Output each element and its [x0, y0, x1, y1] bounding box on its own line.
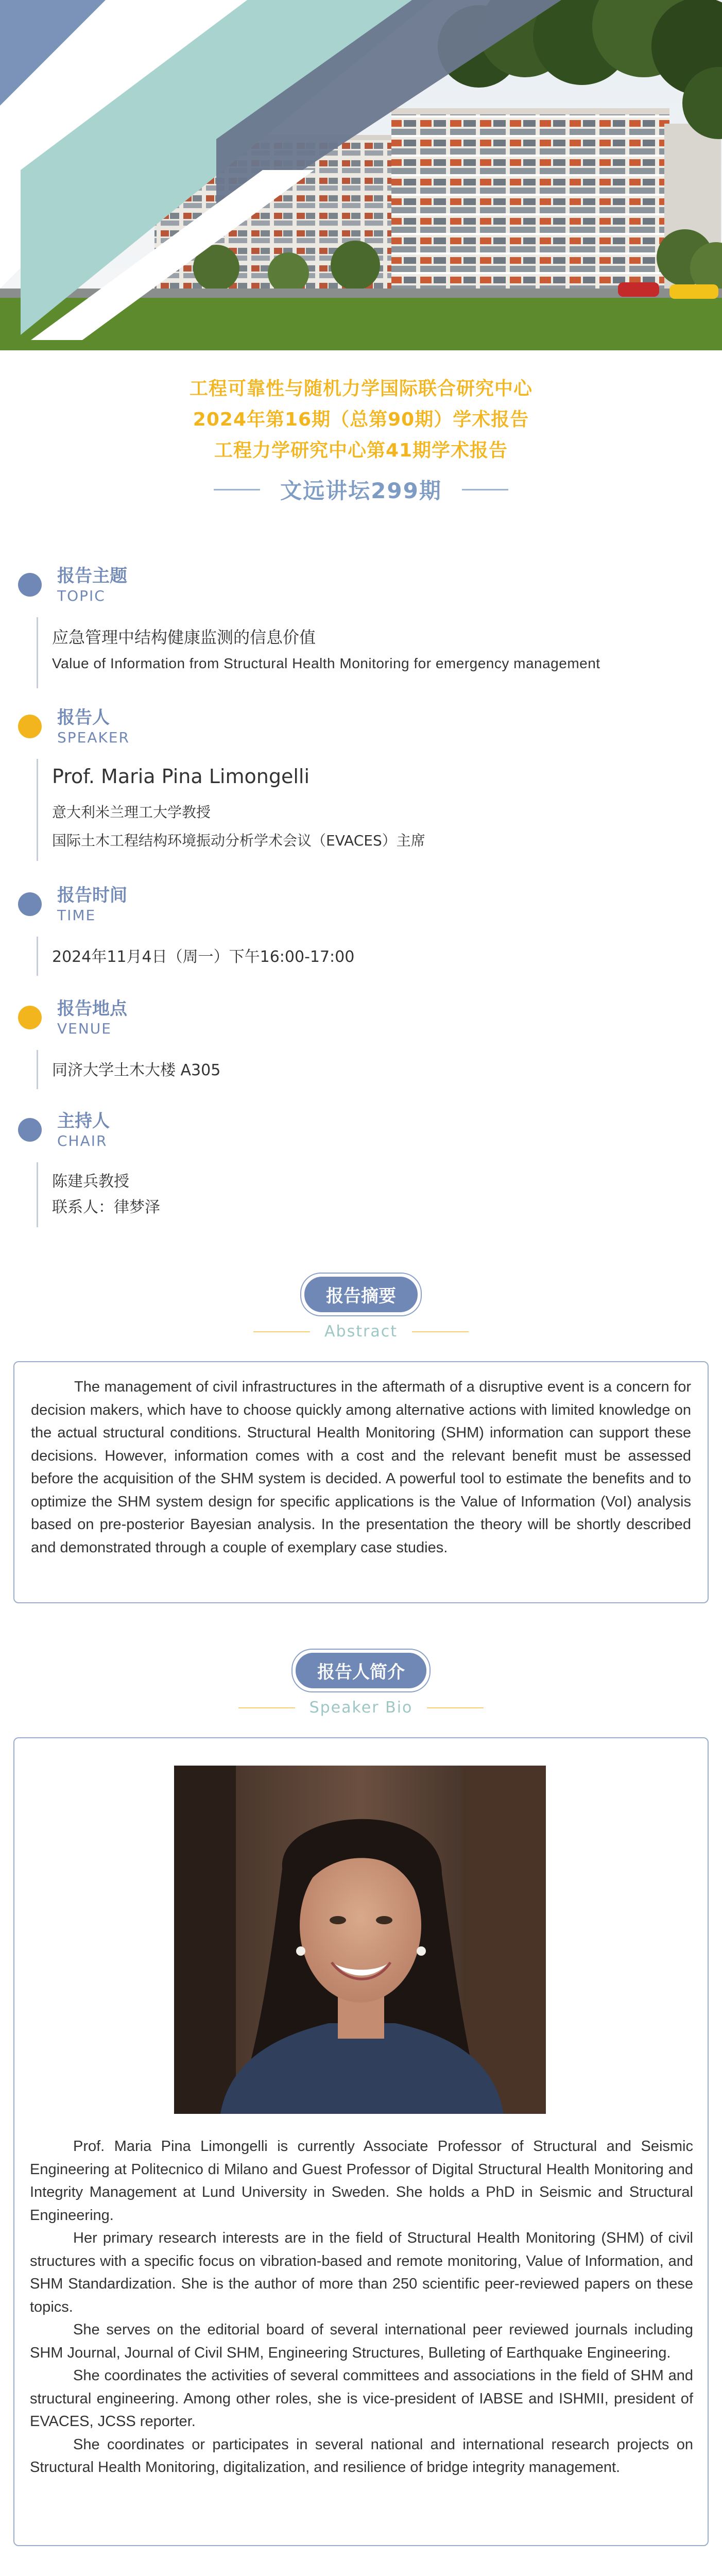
title-line-3: 工程力学研究中心第41期学术报告: [214, 440, 508, 461]
time-heading-en: TIME: [57, 907, 96, 924]
vertical-rule: [37, 1050, 38, 1089]
abstract-box: [13, 1361, 709, 1603]
vertical-rule: [37, 617, 38, 688]
topic-title-zh: 应急管理中结构健康监测的信息价值: [52, 628, 316, 647]
venue-heading-en: VENUE: [57, 1020, 112, 1037]
bio-paragraph: She coordinates or participates in several national and international research projects on Structural Health Monitoring, digitalization, and resilience of bridge integrity management.: [30, 2436, 693, 2476]
speaker-heading-en: SPEAKER: [57, 729, 130, 746]
bullet-dot: [18, 892, 42, 916]
abstract-title: 报告摘要: [304, 1277, 418, 1312]
report-time: 2024年11月4日（周一）下午16:00-17:00: [52, 948, 355, 966]
bio-text: [30, 2135, 693, 2479]
abstract-pill: [300, 1273, 422, 1316]
report-venue: 同济大学土木大楼 A305: [52, 1061, 221, 1079]
bio-paragraph: Prof. Maria Pina Limongelli is currently Associate Professor of Structural and Seismic Engineering at Politecnico di Milano and Guest Professor of Digital Structural Health Monitoring and Integrity Management at Lund University in Sweden. She holds a PhD in Seismic and Structural Engineering.: [30, 2138, 693, 2224]
speaker-role: 国际土木工程结构环境振动分析学术会议（EVACES）主席: [52, 832, 425, 849]
bio-subtitle: Speaker Bio: [309, 1699, 413, 1717]
bio-title: 报告人简介: [296, 1653, 426, 1688]
abstract-text: The management of civil infrastructures in the aftermath of a disruptive event is a concern for decision makers, which have to choose quickly among alternative actions with limited knowledge on the actual structural conditions. Structural Health Monitoring (SHM) information can support these decisions. However, information comes with a cost and the relevant benefit must be assessed before the acquisition of the SHM system is decided. A powerful tool to estimate the benefits and to optimize the SHM system design for specific applications is the Value of Information (VoI) analysis based on pre-posterior Bayesian analysis. In the presentation the theory will be shortly described and demonstrated through a couple of exemplary case studies.: [31, 1379, 691, 1556]
time-heading: 报告时间: [57, 885, 127, 906]
report-titles: [0, 374, 722, 466]
footer-decoration: [0, 2561, 722, 2576]
speaker-heading: 报告人: [57, 707, 110, 728]
speaker-name: Prof. Maria Pina Limongelli: [52, 765, 310, 788]
section-speaker: [18, 703, 708, 868]
topic-heading: 报告主题: [57, 566, 127, 586]
topic-heading-en: TOPIC: [57, 587, 106, 604]
bullet-dot: [18, 573, 42, 597]
bullet-dot: [18, 715, 42, 738]
abstract-subtitle: Abstract: [324, 1323, 398, 1341]
section-time: [18, 881, 708, 984]
topic-title-en: Value of Information from Structural Health Monitoring for emergency management: [52, 655, 600, 671]
contact-person: 联系人：律梦泽: [52, 1198, 160, 1216]
vertical-rule: [37, 759, 38, 861]
speaker-affiliation: 意大利米兰理工大学教授: [52, 804, 211, 821]
footer-shapes: [0, 2561, 722, 2576]
venue-heading: 报告地点: [57, 998, 127, 1019]
bio-subheader: [0, 1699, 722, 1717]
campus-building-photo: [0, 0, 722, 350]
bio-pill: [291, 1649, 431, 1692]
bullet-dot: [18, 1118, 42, 1142]
divider-left: [214, 489, 260, 490]
divider-left: [253, 1331, 310, 1332]
divider-right: [427, 1707, 484, 1708]
bio-paragraph: Her primary research interests are in the field of Structural Health Monitoring (SHM) of civil structures with a specific focus on vibration-based and remote monitoring, Value of Information, and SHM Standardization. She is the author of more than 250 scientific peer-reviewed papers on these topics.: [30, 2230, 693, 2315]
vertical-rule: [37, 937, 38, 976]
bio-header: [0, 1649, 722, 1692]
title-line-2: 2024年第16期（总第90期）学术报告: [193, 409, 529, 430]
bio-paragraph: She serves on the editorial board of several international peer reviewed journals including SHM Journal, Journal of Civil SHM, Engineering Structures, Bulleting of Earthquake Engineering.: [30, 2321, 693, 2361]
divider-left: [238, 1707, 295, 1708]
abstract-subheader: [0, 1323, 722, 1341]
divider-right: [412, 1331, 469, 1332]
title-line-1: 工程可靠性与随机力学国际联合研究中心: [189, 378, 532, 399]
chair-heading-en: CHAIR: [57, 1132, 108, 1149]
bio-paragraph: She coordinates the activities of several committees and associations in the field of SHM and structural engineering. Among other roles, she is vice-president of IABSE and ISHMII, president of EVACES, JCSS reporter.: [30, 2367, 693, 2430]
portrait-image: [174, 1766, 546, 2114]
forum-heading: [0, 474, 722, 505]
section-chair: [18, 1107, 708, 1230]
speaker-portrait: [174, 1766, 546, 2114]
vertical-rule: [37, 1162, 38, 1227]
section-venue: [18, 994, 708, 1097]
header-banner: [0, 0, 722, 350]
abstract-header: [0, 1273, 722, 1316]
divider-right: [462, 489, 508, 490]
forum-title: 文远讲坛299期: [280, 478, 442, 503]
chair-name: 陈建兵教授: [52, 1173, 129, 1191]
bullet-dot: [18, 1006, 42, 1029]
chair-heading: 主持人: [57, 1111, 110, 1131]
section-topic: [18, 562, 708, 696]
